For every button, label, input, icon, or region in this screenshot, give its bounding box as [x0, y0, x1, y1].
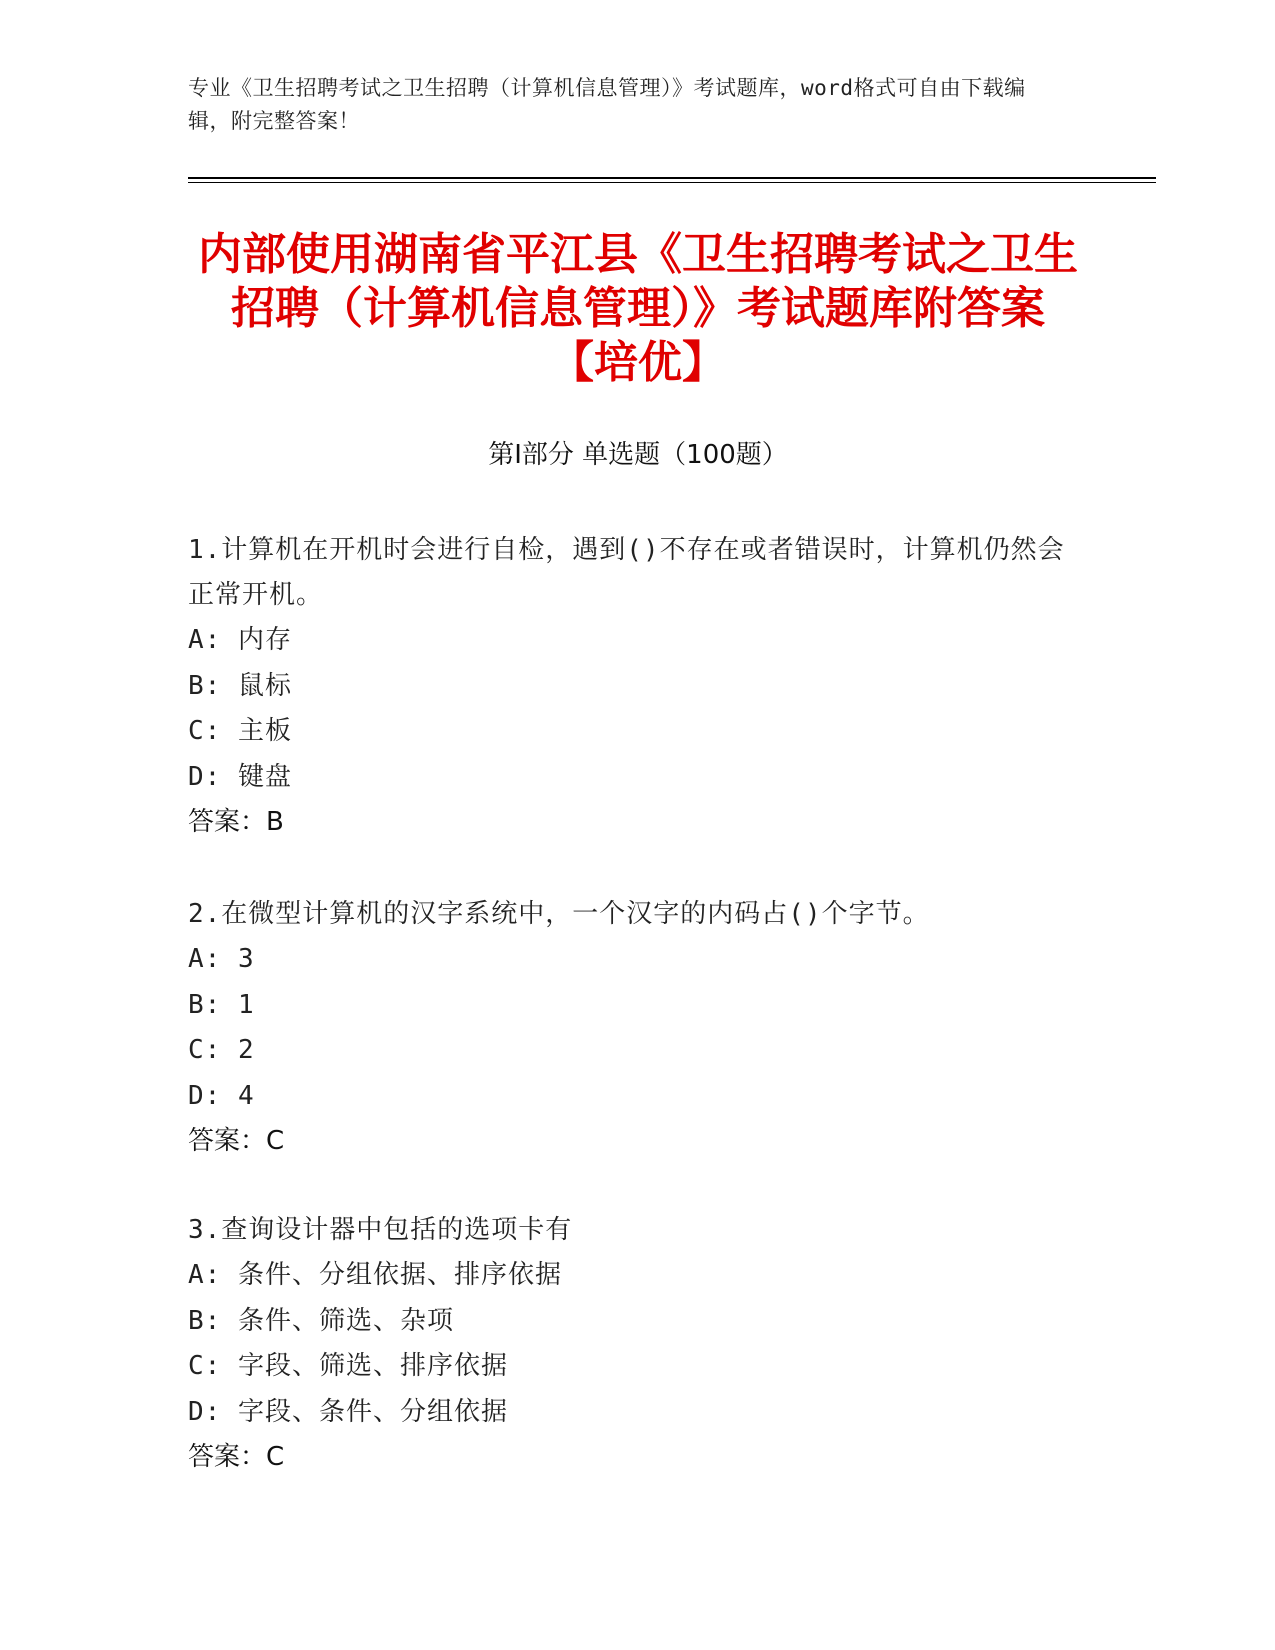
header-divider-thin — [188, 182, 1156, 183]
option-a: A: 条件、分组依据、排序依据 — [188, 1260, 562, 1290]
option-c: C: 字段、筛选、排序依据 — [188, 1351, 508, 1381]
option-b: B: 1 — [188, 989, 255, 1020]
question-2 — [188, 892, 1068, 1164]
header-divider-thick — [188, 177, 1156, 179]
answer: 答案：C — [188, 1442, 285, 1472]
question-stem: 2.在微型计算机的汉字系统中，一个汉字的内码占()个字节。 — [188, 899, 930, 929]
question-stem: 3.查询设计器中包括的选项卡有 — [188, 1215, 573, 1245]
question-1 — [188, 528, 1068, 845]
header-note: 专业《卫生招聘考试之卫生招聘（计算机信息管理）》考试题库，word格式可自由下载编辑，附完整答案！ — [188, 76, 1026, 133]
option-a: A: 内存 — [188, 625, 292, 655]
option-d: D: 4 — [188, 1080, 255, 1111]
question-stem: 1.计算机在开机时会进行自检，遇到()不存在或者错误时，计算机仍然会正常开机。 — [188, 535, 1065, 610]
option-c: C: 主板 — [188, 716, 292, 746]
option-d: D: 字段、条件、分组依据 — [188, 1396, 508, 1427]
option-b: B: 条件、筛选、杂项 — [188, 1305, 454, 1336]
option-a: A: 3 — [188, 944, 255, 974]
option-d: D: 键盘 — [188, 761, 292, 792]
option-c: C: 2 — [188, 1035, 255, 1065]
question-3 — [188, 1208, 1068, 1480]
option-b: B: 鼠标 — [188, 670, 292, 701]
answer: 答案：C — [188, 1126, 285, 1156]
document-title: 内部使用湖南省平江县《卫生招聘考试之卫生招聘（计算机信息管理）》考试题库附答案【培优】 — [198, 229, 1078, 388]
answer: 答案：B — [188, 807, 284, 837]
section-heading: 第Ⅰ部分 单选题（100题） — [488, 440, 788, 470]
